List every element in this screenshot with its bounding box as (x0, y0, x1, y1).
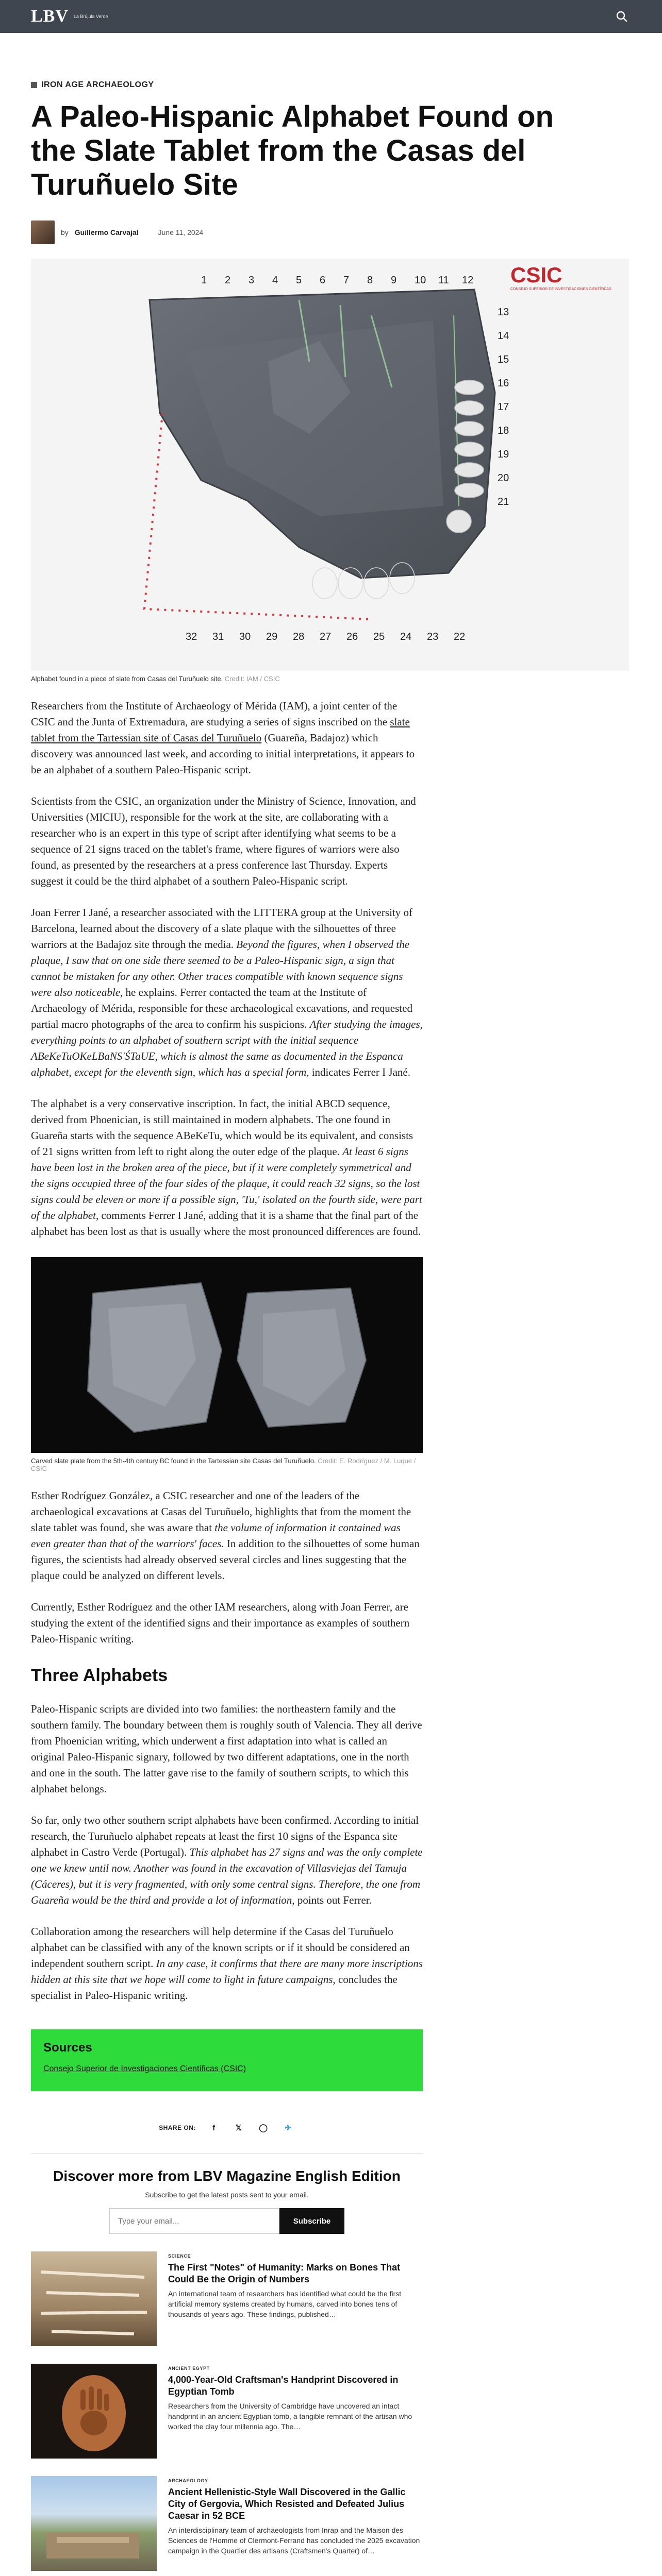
newsletter-form (31, 2208, 423, 2234)
slate-plate-photo (31, 1257, 423, 1453)
p3-text-b: he explains. Ferrer contacted the team at the Institute of Archaeology of Mérida, responsible for these archaeological excavations, and requested partial macro photographs of the area to confirm his suspicions. (31, 986, 412, 1030)
x-twitter-icon[interactable]: 𝕏 (235, 2124, 242, 2132)
slate-pieces-illustration (31, 1257, 423, 1453)
telegram-icon[interactable]: ✈ (285, 2124, 292, 2132)
related-item[interactable] (31, 2251, 423, 2346)
slate-tablet-link[interactable]: slate tablet from the Tartessian site of Casas del Turuñuelo (31, 716, 410, 744)
search-button[interactable] (613, 7, 631, 26)
paragraph-2: Scientists from the CSIC, an organization under the Ministry of Science, Innovation, and Universities (MICIU), responsible for the work at the site, are collaborating with a researcher who is an expert in this type of script after identifying what seems to be a sequence of 21 signs traced on the tablet's frame, where figures of warriors were also found, as presented by the researchers at a press conference last Thursday. Experts suggest it could be the third alphabet of a southern Paleo-Hispanic script. (31, 795, 416, 887)
related-item[interactable] (31, 2476, 423, 2571)
related-thumbnail[interactable] (31, 2476, 157, 2571)
hero-number-label: 31 (212, 631, 224, 642)
p8-quote: This alphabet has 27 signs and was the only complete one we knew until now. Another was found in the excavation of Villasviejas del Tamuja (Cáceres), but it is very fragmented, with only some central signs. Therefore, the one from Guareña would be the third and provide a lot of information, (31, 1846, 423, 1906)
article-category[interactable] (31, 80, 629, 90)
article-body (31, 698, 423, 2004)
hero-number-label: 29 (266, 631, 278, 642)
hero-number-label: 13 (498, 307, 509, 318)
related-title[interactable]: The First "Notes" of Humanity: Marks on Bones That Could Be the Origin of Numbers (168, 2262, 401, 2284)
byline (31, 221, 629, 244)
hero-number-label: 8 (367, 275, 373, 286)
hero-caption-text: Alphabet found in a piece of slate from Casas del Turuñuelo site. (31, 675, 223, 683)
facebook-icon[interactable]: f (212, 2123, 216, 2132)
p5-text-a: Esther Rodríguez González, a CSIC researcher and one of the leaders of the archaeological excavations at Casas del Turuñuelo, highlights that from the moment the slate tablet was found, she was aware that (31, 1489, 411, 1534)
hero-number-label: 22 (454, 631, 466, 642)
subscribe-button[interactable]: Subscribe (279, 2208, 344, 2234)
p1-text-a: Researchers from the Institute of Archaeology of Mérida (IAM), a joint center of the CSIC and the Junta of Extremadura, are studying a series of signs inscribed on the (31, 700, 398, 728)
sources-title: Sources (43, 2041, 92, 2055)
hero-number-label: 30 (239, 631, 251, 642)
bones-illustration (31, 2251, 157, 2346)
hero-number-label: 15 (498, 354, 509, 365)
email-input[interactable] (109, 2208, 279, 2234)
hero-number-label: 2 (225, 275, 231, 286)
p3-quote: Beyond the figures, when I observed the plaque, I saw that on one side there seemed to be a Paleo-Hispanic sign, a sign that cannot be mistaken for any other. Other traces compatible with known sequence signs were also noticeable, (31, 938, 410, 998)
category-square-icon (31, 82, 37, 88)
logo-tagline: La Brújula Verde (73, 13, 108, 19)
hero-number-label: 9 (391, 275, 397, 286)
related-excerpt: Researchers from the University of Cambridge have uncovered an intact handprint in an ancient Egyptian tomb, a tangible remnant of the artisan who worked the clay four millennia ago. The… (168, 2402, 412, 2431)
hero-number-label: 3 (249, 275, 255, 286)
excavation-illustration (31, 2476, 157, 2571)
slate-tablet-illustration (31, 259, 629, 671)
hero-number-label: 23 (427, 631, 439, 642)
logo-mark: LBV (31, 7, 69, 26)
paragraph-1 (31, 698, 423, 778)
article-title: A Paleo-Hispanic Alphabet Found on the Slate Tablet from the Casas del Turuñuelo Site (31, 100, 554, 201)
sources-box (31, 2029, 423, 2091)
hero-number-label: 24 (400, 631, 412, 642)
p3-text-a: Joan Ferrer I Jané, a researcher associated with the LITTERA group at the University of Barcelona, learned about the discovery of a slate plaque with the silhouettes of three warriors at the Badajoz site through the media. (31, 906, 412, 951)
hero-number-label: 18 (498, 425, 509, 436)
csic-logo-sub: CONSEJO SUPERIOR DE INVESTIGACIONES CIENTÍFICAS (510, 287, 611, 291)
related-thumbnail[interactable] (31, 2364, 157, 2459)
p9-text-a: Collaboration among the researchers will help determine if the Casas del Turuñuelo alphabet can be classified with any of the known scripts or if it should be considered an independent southern script. (31, 1925, 410, 1970)
p9-quote: In any case, it confirms that there are many more inscriptions hidden at this site that we hope will come to light in future campaigns, (31, 1957, 423, 1986)
paragraph-4 (31, 1096, 423, 1240)
paragraph-3 (31, 905, 423, 1080)
p9-text-b: concludes the specialist in Paleo-Hispanic writing. (31, 1973, 398, 2002)
hero-number-label: 27 (320, 631, 332, 642)
p8-text-b: points out Ferrer. (294, 1894, 372, 1906)
p5-quote: the volume of information it contained was even greater than that of the warriors' faces. (31, 1521, 401, 1550)
p4-text-a: The alphabet is a very conservative inscription. In fact, the initial ABCD sequence, derived from Phoenician, is still maintained in modern alphabets. The one found in Guareña starts with the sequence ABeKeTu, which would be its equivalent, and consists of 21 signs written from left to right along the outer edge of the plaque. (31, 1097, 413, 1158)
related-excerpt: An international team of researchers has identified what could be the first artificial memory systems created by humans, carved into bones tens of thousands of years ago. These findings, published… (168, 2290, 402, 2318)
figure2-credit: Credit: E. Rodríguez / M. Luque / CSIC (31, 1457, 416, 1472)
related-posts (31, 2251, 423, 2576)
whatsapp-icon[interactable]: ◯ (259, 2124, 268, 2132)
hero-number-label: 19 (498, 449, 509, 460)
hero-number-label: 20 (498, 472, 509, 484)
related-title[interactable]: 4,000-Year-Old Craftsman's Handprint Discovered in Egyptian Tomb (168, 2375, 399, 2397)
hero-image (31, 259, 629, 671)
publish-date: June 11, 2024 (158, 228, 204, 236)
handprint-illustration (31, 2364, 157, 2459)
hero-number-label: 16 (498, 378, 509, 389)
related-excerpt: An interdisciplinary team of archaeologists from Inrap and the Maison des Sciences de l'Homme of Clermont-Ferrand has concluded the 2025 excavation campaign in the Quartier des artisans (Craftsmen's Quarter) of… (168, 2526, 420, 2555)
p3-text-c: indicates Ferrer I Jané. (309, 1066, 410, 1078)
section-heading-three-alphabets: Three Alphabets (31, 1666, 168, 1685)
newsletter-subtitle: Subscribe to get the latest posts sent to your email. (145, 2191, 309, 2199)
related-category[interactable]: SCIENCE (168, 2253, 191, 2259)
share-label: SHARE ON: (159, 2124, 196, 2131)
search-icon (616, 11, 627, 22)
newsletter-title: Discover more from LBV Magazine English Edition (53, 2168, 401, 2184)
hero-number-label: 12 (462, 275, 474, 286)
source-link-csic[interactable]: Consejo Superior de Investigaciones Científicas (CSIC) (43, 2064, 246, 2073)
share-bar (31, 2121, 423, 2134)
p5-text-b: In addition to the silhouettes of some human figures, the scientists had already observed several circles and lines suggesting that the plaque could be analyzed on different levels. (31, 1537, 420, 1582)
paragraph-6: Currently, Esther Rodríguez and the other IAM researchers, along with Joan Ferrer, are studying the extent of the identified signs and their importance as examples of southern Paleo-Hispanic writing. (31, 1601, 410, 1645)
hero-number-label: 11 (438, 275, 449, 286)
paragraph-7: Paleo-Hispanic scripts are divided into two families: the northeastern family and the southern family. The boundary between them is roughly south of Valencia. They all derive from Phoenician writing, which underwent a first adaptation into what is called an original Paleo-Hispanic signary, followed by two different adaptations, one in the north and one in the south. The latter gave rise to the family of southern scripts, to which this alphabet belongs. (31, 1703, 422, 1795)
csic-logo (510, 263, 614, 291)
paragraph-8 (31, 1812, 423, 1908)
hero-number-label: 5 (296, 275, 302, 286)
hero-number-label: 7 (343, 275, 350, 286)
hero-number-label: 26 (346, 631, 358, 642)
hero-number-label: 32 (186, 631, 197, 642)
hero-credit: Credit: IAM / CSIC (224, 675, 280, 683)
related-title[interactable]: Ancient Hellenistic-Style Wall Discovered in the Gallic City of Gergovia, Which Resisted and Defeated Julius Caesar in 52 BCE (168, 2487, 406, 2521)
author-avatar[interactable] (31, 221, 55, 244)
related-item[interactable] (31, 2364, 423, 2459)
related-thumbnail[interactable] (31, 2251, 157, 2346)
site-header (0, 0, 662, 33)
related-category[interactable]: ARCHAEOLOGY (168, 2478, 208, 2483)
csic-logo-text: CSIC (510, 263, 562, 287)
figure2-caption (31, 1457, 423, 1472)
site-logo[interactable] (31, 7, 130, 26)
hero-number-label: 14 (498, 330, 509, 342)
figure2-caption-text: Carved slate plate from the 5th-4th century BC found in the Tartessian site Casas del Turuñuelo. (31, 1457, 316, 1465)
p8-text-a: So far, only two other southern script alphabets have been confirmed. According to initial research, the Turuñuelo alphabet repeats at least the first 10 signs of the Espanca site alphabet in Castro Verde (Portugal). (31, 1814, 419, 1858)
paragraph-9 (31, 1924, 423, 2004)
p3-quote-2: After studying the images, everything points to an alphabet of southern script with the initial sequence ABeKeTuOKeLBaNS'ŚTaUE, which is almost the same as documented in the Espanca alphabet, except for the eleventh sign, which has a special form, (31, 1018, 423, 1078)
hero-number-label: 4 (272, 275, 278, 286)
hero-number-label: 25 (373, 631, 385, 642)
hero-number-label: 1 (201, 275, 207, 286)
hero-number-label: 21 (498, 496, 509, 507)
author-link[interactable]: Guillermo Carvajal (74, 228, 139, 236)
newsletter-signup (31, 2153, 423, 2234)
related-category[interactable]: ANCIENT EGYPT (168, 2366, 210, 2371)
paragraph-5 (31, 1488, 423, 1584)
hero-number-label: 6 (320, 275, 326, 286)
category-label: IRON AGE ARCHAEOLOGY (41, 80, 154, 89)
hero-number-label: 10 (415, 275, 426, 286)
p4-quote: At least 6 signs have been lost in the broken area of the piece, but if it were completely symmetrical and the signs occupied three of the four sides of the plaque, it could reach 32 signs, so the lost signs could be eleven or more if a possible sign, 'Tu,' isolated on the fourth side, were part of the alphabet, (31, 1145, 422, 1222)
hero-number-label: 28 (293, 631, 305, 642)
p1-text-b: (Guareña, Badajoz) which discovery was announced last week, and according to initial interpretations, it appears to be an alphabet of a southern Paleo-Hispanic script. (31, 732, 415, 776)
byline-prefix: by (61, 228, 69, 236)
hero-caption (31, 675, 629, 683)
p4-text-b: comments Ferrer I Jané, adding that it is a shame that the final part of the alphabet has been lost as that is usually where the most pronounced differences are found. (31, 1209, 421, 1238)
hero-number-label: 17 (498, 401, 509, 413)
